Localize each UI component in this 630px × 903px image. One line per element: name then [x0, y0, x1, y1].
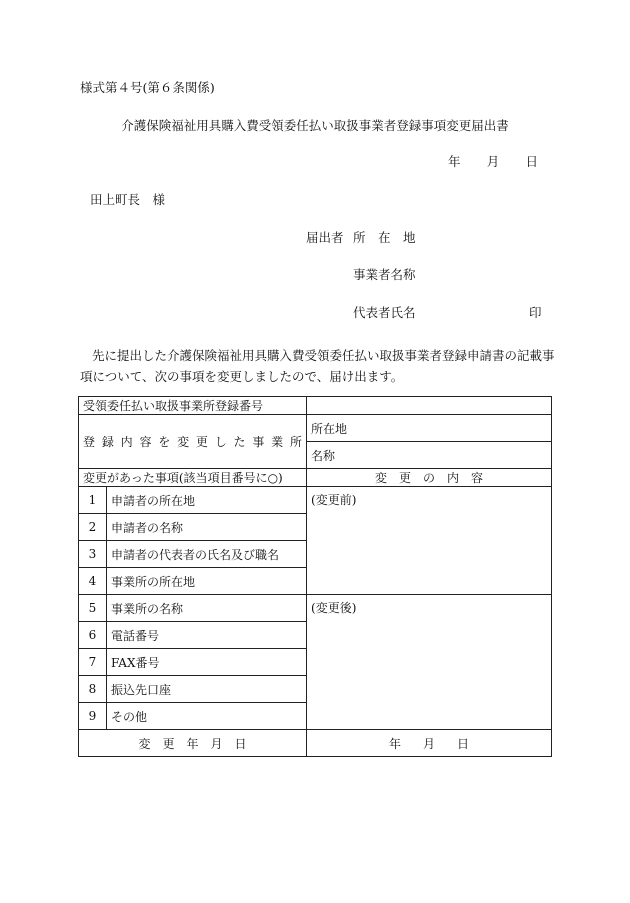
item-label[interactable]: 事業所の所在地	[107, 568, 307, 595]
item-label[interactable]: 電話番号	[107, 622, 307, 649]
office-address-label: 所在地	[311, 421, 348, 436]
business-name-label: 事業者名称	[353, 267, 416, 282]
registration-number-row	[79, 397, 552, 415]
item-number: 9	[79, 703, 107, 730]
after-change-field[interactable]	[307, 595, 552, 730]
office-name-label: 名称	[311, 448, 336, 463]
office-address-field[interactable]	[307, 415, 552, 442]
change-date-row	[79, 730, 552, 757]
item-number: 6	[79, 622, 107, 649]
submission-date	[448, 156, 538, 169]
table-header-row	[79, 469, 552, 487]
table-row	[79, 595, 552, 622]
body-paragraph: 先に提出した介護保険福祉用具購入費受領委任払い取扱事業者登録申請書の記載事項について、次の事項を変更しましたので、届け出ます。	[80, 348, 555, 384]
item-label[interactable]: 振込先口座	[107, 676, 307, 703]
item-number: 2	[79, 514, 107, 541]
change-form-table	[78, 396, 552, 757]
changed-office-label: 登録内容を変更した事業所	[79, 415, 307, 469]
change-year-label: 年	[389, 736, 402, 751]
after-change-label: (変更後)	[311, 601, 357, 615]
changed-items-header: 変更があった事項(該当項目番号に○)	[79, 469, 307, 487]
representative-name-label: 代表者氏名	[353, 305, 416, 320]
form-number-label: 様式第４号(第６条関係)	[80, 80, 215, 95]
applicant-address-label: 所 在 地	[353, 230, 416, 245]
change-date-label: 変 更 年 月 日	[79, 730, 307, 757]
date-year-label: 年	[448, 154, 461, 169]
recipient: 田上町長 様	[90, 192, 166, 207]
before-change-label: (変更前)	[311, 493, 357, 507]
table-row	[79, 487, 552, 514]
item-label[interactable]: 事業所の名称	[107, 595, 307, 622]
item-label[interactable]: 申請者の名称	[107, 514, 307, 541]
office-name-field[interactable]	[307, 442, 552, 469]
registration-number-label: 受領委任払い取扱事業所登録番号	[79, 397, 307, 415]
item-number: 4	[79, 568, 107, 595]
item-number: 5	[79, 595, 107, 622]
registration-number-field[interactable]	[307, 397, 552, 415]
item-number: 8	[79, 676, 107, 703]
seal-mark: 印	[529, 305, 542, 320]
change-date-field[interactable]	[307, 730, 552, 757]
item-number: 1	[79, 487, 107, 514]
change-month-label: 月	[423, 736, 436, 751]
change-day-label: 日	[456, 736, 469, 751]
office-address-row	[79, 415, 552, 442]
item-number: 3	[79, 541, 107, 568]
date-month-label: 月	[486, 154, 500, 169]
date-day-label: 日	[525, 154, 538, 169]
item-label[interactable]: FAX番号	[107, 649, 307, 676]
item-label[interactable]: 申請者の代表者の氏名及び職名	[107, 541, 307, 568]
item-label[interactable]: 申請者の所在地	[107, 487, 307, 514]
applicant-label: 届出者	[306, 230, 344, 245]
item-number: 7	[79, 649, 107, 676]
before-change-field[interactable]	[307, 487, 552, 595]
document-title: 介護保険福祉用具購入費受領委任払い取扱事業者登録事項変更届出書	[121, 118, 509, 133]
change-content-header: 変 更 の 内 容	[307, 469, 552, 487]
item-label[interactable]: その他	[107, 703, 307, 730]
